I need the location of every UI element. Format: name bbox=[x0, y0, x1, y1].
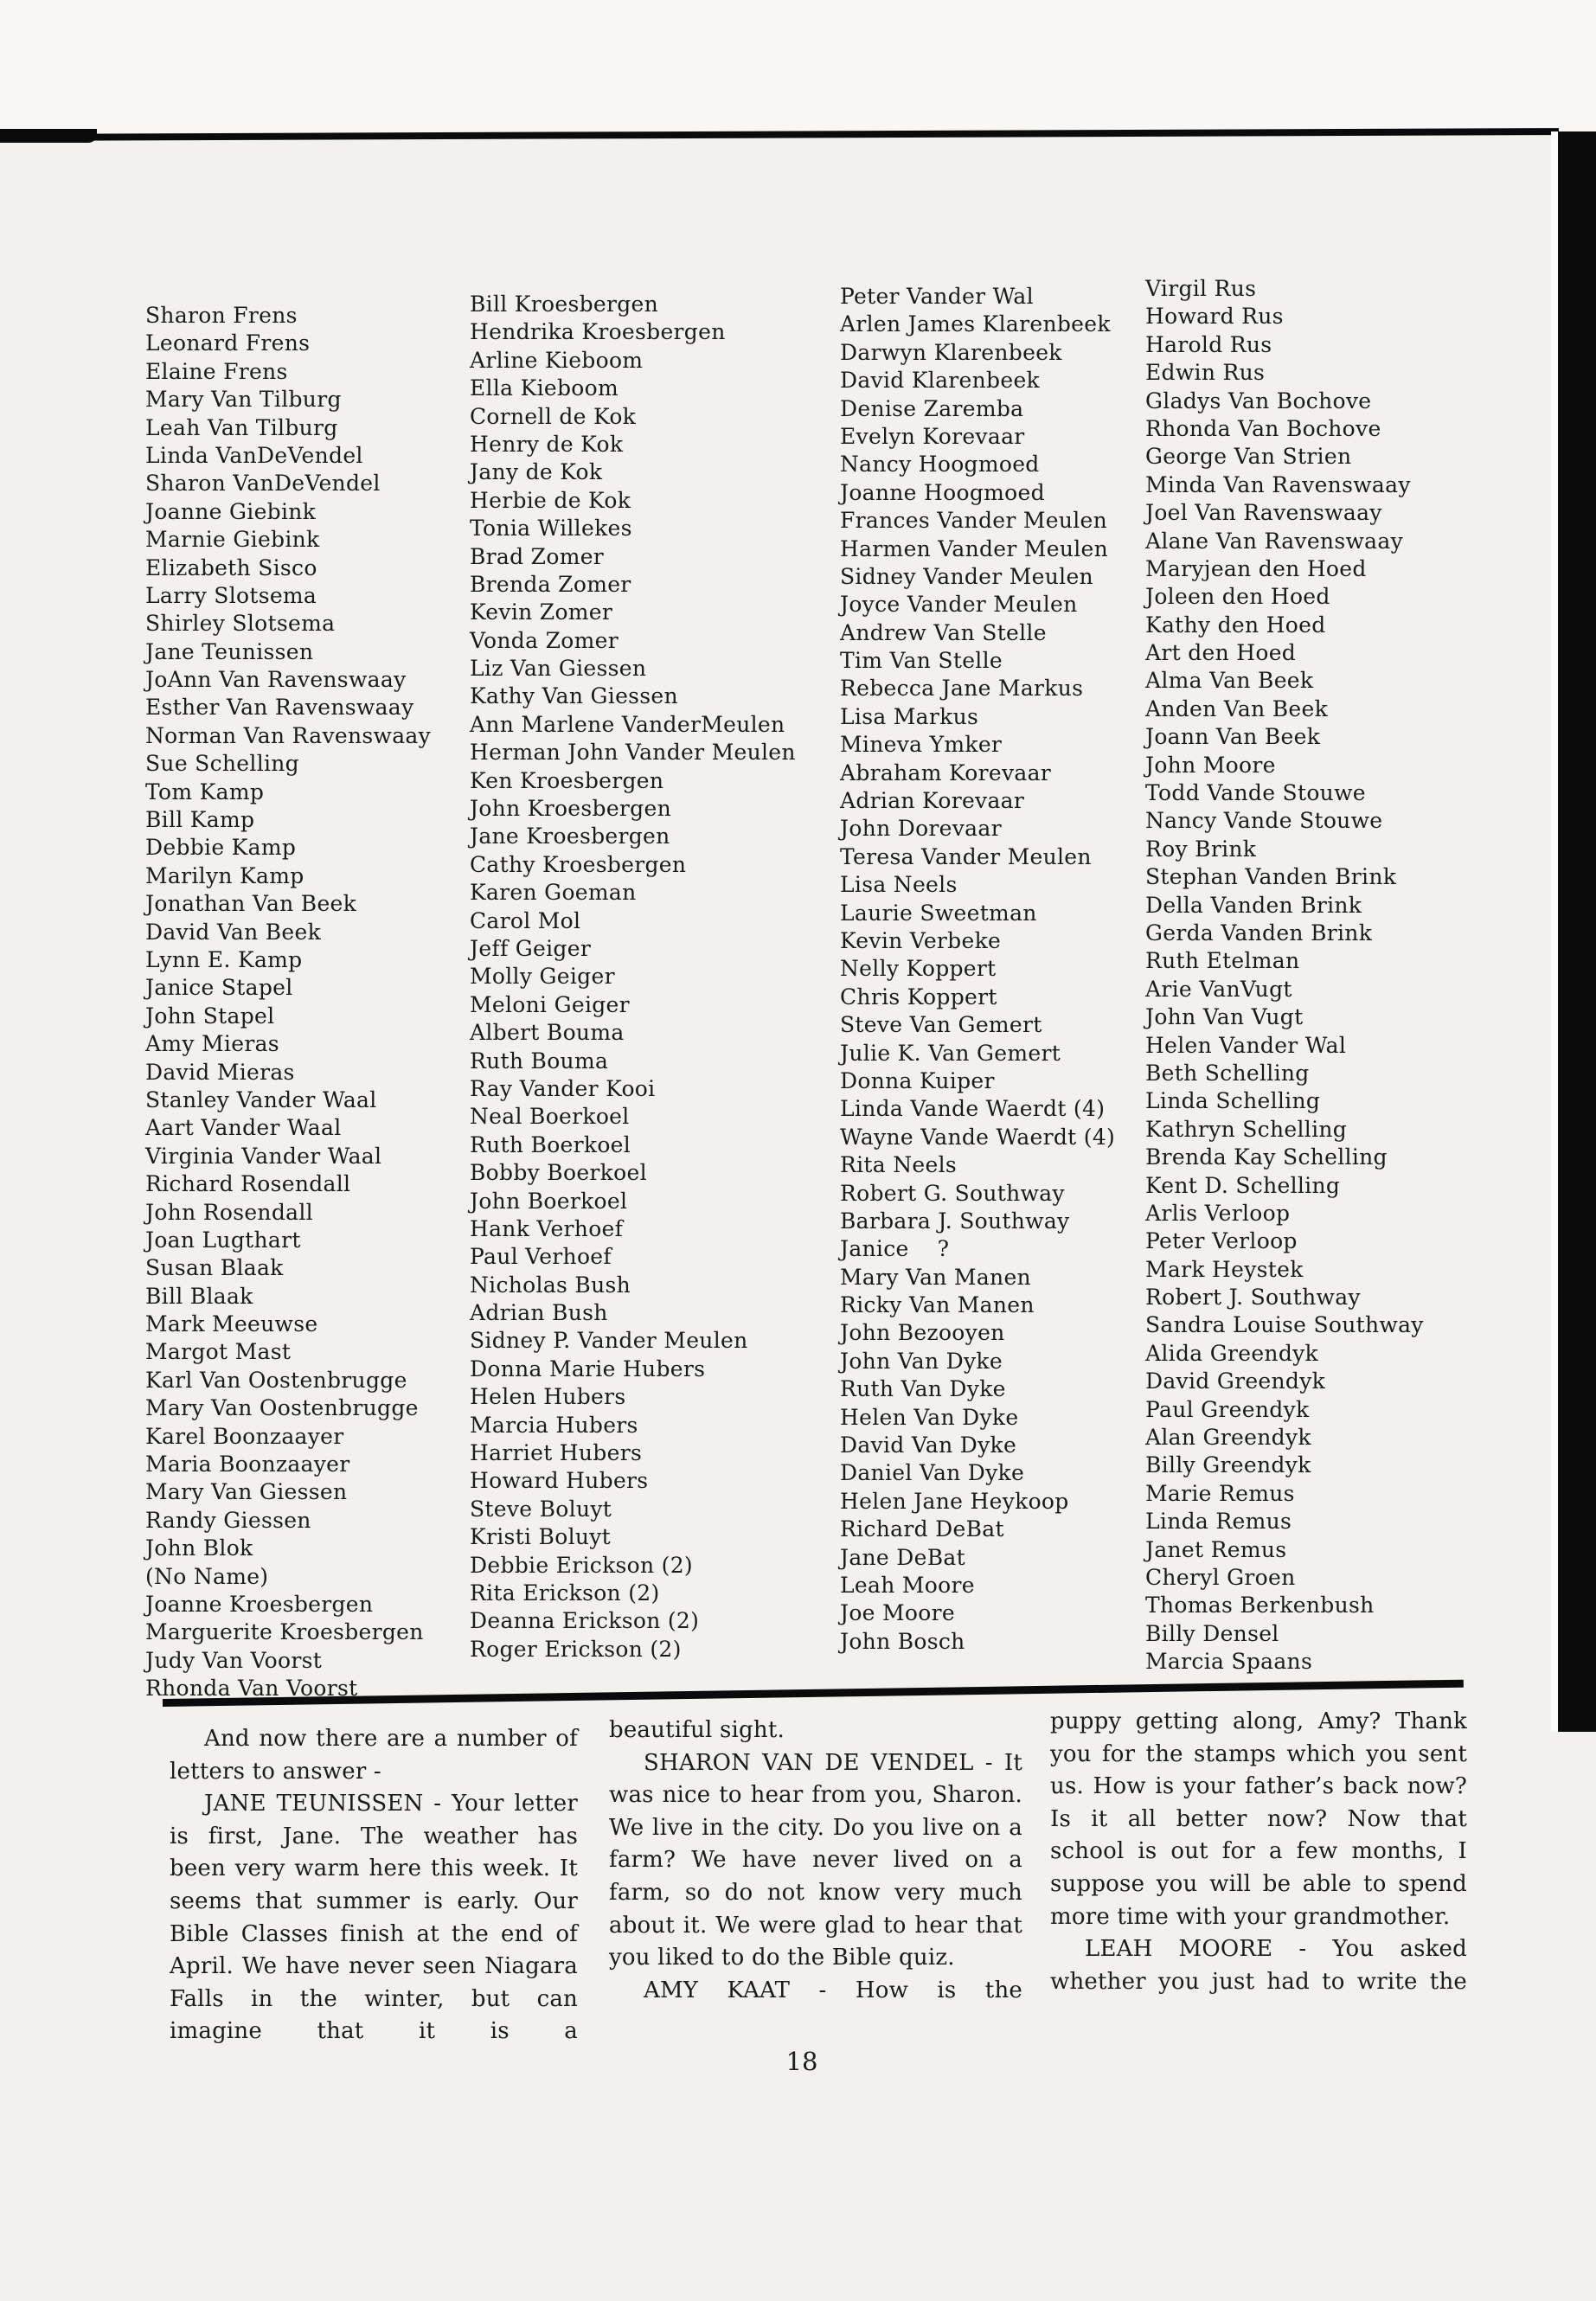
name-entry: Adrian Bush bbox=[470, 1300, 608, 1326]
name-entry: Mary Van Giessen bbox=[145, 1479, 348, 1505]
name-entry: Norman Van Ravenswaay bbox=[145, 722, 432, 748]
name-entry: Virginia Vander Waal bbox=[145, 1143, 382, 1169]
name-entry: Arline Kieboom bbox=[470, 347, 644, 373]
name-entry: Harriet Hubers bbox=[470, 1440, 643, 1466]
name-entry: Bill Blaak bbox=[145, 1283, 253, 1309]
name-entry: Harold Rus bbox=[1145, 331, 1272, 357]
name-entry: Larry Slotsema bbox=[145, 582, 317, 608]
name-entry: Bill Kamp bbox=[145, 807, 255, 833]
name-entry: Kevin Verbeke bbox=[840, 927, 1002, 953]
letter-paragraph: SHARON VAN DE VENDEL - It was nice to hear from you, Sharon. We live in the city. Do you live on a farm? We have never lived on a farm, so do not know very much about it. We were glad to hear that you liked to do the Bible quiz. bbox=[609, 1749, 1022, 1971]
letter-paragraph: LEAH MOORE - You asked whether you just had to write the bbox=[1050, 1936, 1467, 1995]
scanner-top-margin bbox=[0, 0, 1596, 135]
letter-paragraph: puppy getting along, Amy? Thank you for the stamps which you sent us. How is your father’s back now? Is it all better now? Now that school is out for a few months, I suppose you will be able to spend more time with your grandmother. bbox=[1050, 1708, 1467, 1930]
name-entry: Ella Kieboom bbox=[470, 375, 619, 401]
name-entry: John Van Dyke bbox=[840, 1348, 1003, 1374]
name-entry: Billy Densel bbox=[1145, 1620, 1279, 1646]
name-entry: Brenda Zomer bbox=[470, 571, 631, 597]
name-entry: Kent D. Schelling bbox=[1145, 1172, 1341, 1198]
name-entry: John Kroesbergen bbox=[470, 796, 671, 822]
name-entry: Henry de Kok bbox=[470, 431, 624, 457]
name-entry: Ruth Bouma bbox=[470, 1048, 609, 1074]
name-entry: Teresa Vander Meulen bbox=[840, 843, 1092, 869]
name-entry: Kristi Boluyt bbox=[470, 1524, 612, 1550]
name-entry: Denise Zaremba bbox=[840, 395, 1024, 421]
name-entry: David Van Dyke bbox=[840, 1433, 1017, 1458]
name-entry: Ray Vander Kooi bbox=[470, 1075, 656, 1101]
name-entry: Kathy den Hoed bbox=[1145, 612, 1326, 638]
name-entry: Liz Van Giessen bbox=[470, 656, 647, 682]
name-entry: Mark Heystek bbox=[1145, 1256, 1304, 1282]
name-entry: Rhonda Van Bochove bbox=[1145, 415, 1381, 441]
name-entry: Herman John Vander Meulen bbox=[470, 740, 796, 766]
name-entry: Gladys Van Bochove bbox=[1145, 388, 1372, 413]
name-entry: Steve Boluyt bbox=[470, 1496, 612, 1522]
name-entry: Elizabeth Sisco bbox=[145, 554, 317, 580]
name-entry: Arlen James Klarenbeek bbox=[840, 311, 1111, 337]
name-entry: Alane Van Ravenswaay bbox=[1145, 528, 1403, 554]
name-entry: John Blok bbox=[145, 1535, 253, 1561]
name-entry: Elaine Frens bbox=[145, 358, 288, 384]
name-entry: Alan Greendyk bbox=[1145, 1425, 1311, 1451]
name-entry: Vonda Zomer bbox=[470, 627, 619, 653]
name-entry: Marie Remus bbox=[1145, 1480, 1295, 1506]
name-entry: Minda Van Ravenswaay bbox=[1145, 471, 1411, 497]
scanner-right-black-band bbox=[1558, 131, 1596, 1732]
name-entry: Linda Vande Waerdt (4) bbox=[840, 1096, 1106, 1122]
name-entry: Randy Giessen bbox=[145, 1507, 311, 1533]
name-entry: Nancy Vande Stouwe bbox=[1145, 808, 1383, 834]
name-entry: Wayne Vande Waerdt (4) bbox=[840, 1124, 1116, 1150]
name-entry: John Moore bbox=[1145, 752, 1276, 778]
name-entry: Frances Vander Meulen bbox=[840, 508, 1108, 534]
name-entry: Roy Brink bbox=[1145, 836, 1257, 862]
letter-paragraph: JANE TEUNISSEN - Your letter is first, Jane. The weather has been very warm here this week. It seems that summer is early. Our Bible Classes finish at the end of April. We have never seen Niagara Falls in the winter, but can imagine that it is a bbox=[170, 1791, 578, 2045]
name-entry: Joe Moore bbox=[840, 1600, 955, 1626]
name-entry: George Van Strien bbox=[1145, 444, 1352, 470]
name-entry: Marcia Hubers bbox=[470, 1412, 638, 1438]
name-entry: Marnie Giebink bbox=[145, 527, 320, 553]
name-entry: Arlis Verloop bbox=[1145, 1200, 1291, 1226]
name-entry: John Van Vugt bbox=[1145, 1004, 1304, 1030]
name-entry: Bill Kroesbergen bbox=[470, 292, 659, 317]
name-entry: Tom Kamp bbox=[145, 779, 265, 804]
name-entry: Robert G. Southway bbox=[840, 1180, 1065, 1206]
name-entry: Rhonda Van Voorst bbox=[145, 1676, 358, 1702]
name-entry: Marguerite Kroesbergen bbox=[145, 1619, 424, 1645]
name-entry: Richard DeBat bbox=[840, 1516, 1004, 1542]
name-entry: Lynn E. Kamp bbox=[145, 946, 303, 972]
name-entry: Steve Van Gemert bbox=[840, 1012, 1042, 1038]
name-entry: Barbara J. Southway bbox=[840, 1208, 1070, 1234]
name-entry: Karel Boonzaayer bbox=[145, 1423, 344, 1449]
name-entry: Maria Boonzaayer bbox=[145, 1452, 350, 1477]
name-entry: Gerda Vanden Brink bbox=[1145, 920, 1373, 945]
name-entry: Herbie de Kok bbox=[470, 487, 631, 513]
letter-paragraph: AMY KAAT - How is the bbox=[644, 1977, 1022, 2003]
name-entry: Joleen den Hoed bbox=[1145, 584, 1330, 610]
name-entry: Esther Van Ravenswaay bbox=[145, 695, 414, 721]
name-entry: Beth Schelling bbox=[1145, 1060, 1310, 1086]
name-entry: Amy Mieras bbox=[145, 1031, 279, 1057]
name-entry: Abraham Korevaar bbox=[840, 760, 1052, 785]
name-entry: Harmen Vander Meulen bbox=[840, 535, 1109, 561]
name-entry: Helen Jane Heykoop bbox=[840, 1488, 1069, 1514]
letters-column-2 bbox=[609, 1715, 1022, 2007]
name-entry: Jany de Kok bbox=[470, 459, 603, 485]
name-entry: Ruth Etelman bbox=[1145, 948, 1300, 974]
name-entry: Brad Zomer bbox=[470, 543, 605, 569]
name-entry: Janice ? bbox=[840, 1236, 950, 1262]
name-entry: Nicholas Bush bbox=[470, 1272, 631, 1298]
names-column-4 bbox=[1145, 275, 1424, 1676]
name-entry: Roger Erickson (2) bbox=[470, 1636, 682, 1662]
name-entry: Helen Van Dyke bbox=[840, 1404, 1019, 1430]
name-entry: Joan Lugthart bbox=[145, 1227, 301, 1253]
name-entry: Linda Schelling bbox=[1145, 1088, 1321, 1114]
names-column-2 bbox=[470, 291, 796, 1663]
name-entry: Deanna Erickson (2) bbox=[470, 1608, 700, 1634]
name-entry: Kevin Zomer bbox=[470, 599, 613, 625]
name-entry: Hendrika Kroesbergen bbox=[470, 319, 726, 345]
name-entry: Darwyn Klarenbeek bbox=[840, 339, 1062, 365]
name-entry: Stephan Vanden Brink bbox=[1145, 864, 1397, 890]
name-entry: Joanne Kroesbergen bbox=[145, 1591, 374, 1617]
name-entry: Tonia Willekes bbox=[470, 516, 632, 542]
name-entry: Cheryl Groen bbox=[1145, 1564, 1296, 1590]
page-right-edge-gap bbox=[1551, 131, 1558, 1732]
name-entry: Linda Remus bbox=[1145, 1509, 1292, 1535]
name-entry: Thomas Berkenbush bbox=[1145, 1593, 1375, 1618]
name-entry: Laurie Sweetman bbox=[840, 900, 1037, 926]
name-entry: Marcia Spaans bbox=[1145, 1649, 1313, 1675]
name-entry: Sidney P. Vander Meulen bbox=[470, 1328, 748, 1354]
name-entry: Jeff Geiger bbox=[470, 935, 592, 961]
name-entry: Peter Vander Wal bbox=[840, 284, 1034, 309]
name-entry: John Bosch bbox=[840, 1628, 965, 1654]
name-entry: Joyce Vander Meulen bbox=[840, 592, 1078, 618]
name-entry: Ruth Van Dyke bbox=[840, 1376, 1006, 1402]
name-entry: Sidney Vander Meulen bbox=[840, 563, 1093, 589]
name-entry: Mary Van Tilburg bbox=[145, 387, 342, 413]
name-entry: Susan Blaak bbox=[145, 1255, 284, 1281]
name-entry: Stanley Vander Waal bbox=[145, 1086, 377, 1112]
name-entry: Richard Rosendall bbox=[145, 1171, 351, 1197]
name-entry: Judy Van Voorst bbox=[145, 1647, 323, 1673]
name-entry: Shirley Slotsema bbox=[145, 611, 336, 637]
name-entry: Evelyn Korevaar bbox=[840, 423, 1025, 449]
name-entry: Neal Boerkoel bbox=[470, 1104, 630, 1130]
name-entry: Debbie Erickson (2) bbox=[470, 1552, 693, 1578]
name-entry: Edwin Rus bbox=[1145, 360, 1266, 386]
name-entry: Lisa Neels bbox=[840, 872, 958, 898]
name-entry: Donna Kuiper bbox=[840, 1067, 995, 1093]
name-entry: Cathy Kroesbergen bbox=[470, 851, 687, 877]
name-entry: Linda VanDeVendel bbox=[145, 442, 363, 468]
name-entry: Leah Van Tilburg bbox=[145, 414, 338, 440]
name-entry: Karl Van Oostenbrugge bbox=[145, 1367, 407, 1393]
names-column-1 bbox=[145, 302, 431, 1703]
name-entry: Leah Moore bbox=[840, 1572, 975, 1598]
name-entry: Rita Erickson (2) bbox=[470, 1580, 660, 1606]
name-entry: Alma Van Beek bbox=[1145, 668, 1314, 694]
name-entry: Donna Marie Hubers bbox=[470, 1356, 706, 1381]
name-entry: Aart Vander Waal bbox=[145, 1115, 342, 1141]
name-entry: Meloni Geiger bbox=[470, 991, 630, 1017]
name-entry: Todd Vande Stouwe bbox=[1145, 780, 1366, 806]
name-entry: Sharon Frens bbox=[145, 303, 298, 328]
name-entry: Ken Kroesbergen bbox=[470, 767, 664, 793]
name-entry: Ann Marlene VanderMeulen bbox=[470, 711, 785, 737]
name-entry: Paul Verhoef bbox=[470, 1244, 612, 1270]
name-entry: Brenda Kay Schelling bbox=[1145, 1144, 1388, 1170]
name-entry: Sharon VanDeVendel bbox=[145, 471, 381, 497]
name-entry: Molly Geiger bbox=[470, 964, 615, 990]
name-entry: Maryjean den Hoed bbox=[1145, 555, 1367, 581]
name-entry: Debbie Kamp bbox=[145, 835, 297, 861]
name-entry: Howard Hubers bbox=[470, 1468, 649, 1494]
name-entry: Mary Van Oostenbrugge bbox=[145, 1395, 419, 1421]
name-entry: David Van Beek bbox=[145, 919, 322, 945]
name-entry: Carol Mol bbox=[470, 907, 581, 933]
name-entry: Leonard Frens bbox=[145, 330, 311, 356]
name-entry: Daniel Van Dyke bbox=[840, 1460, 1025, 1486]
name-entry: Sandra Louise Southway bbox=[1145, 1312, 1424, 1338]
name-entry: Nelly Koppert bbox=[840, 956, 997, 982]
letter-paragraph: beautiful sight. bbox=[609, 1717, 785, 1743]
name-entry: David Klarenbeek bbox=[840, 368, 1040, 394]
page-number: 18 bbox=[785, 2047, 818, 2076]
name-entry: (No Name) bbox=[145, 1563, 269, 1589]
letters-column-3 bbox=[1050, 1706, 1467, 1998]
name-entry: Mineva Ymker bbox=[840, 732, 1003, 758]
name-entry: Ruth Boerkoel bbox=[470, 1131, 631, 1157]
name-entry: John Dorevaar bbox=[840, 816, 1002, 842]
name-entry: Mary Van Manen bbox=[840, 1264, 1031, 1290]
name-entry: Billy Greendyk bbox=[1145, 1452, 1311, 1478]
name-entry: Jane DeBat bbox=[840, 1544, 965, 1570]
name-entry: Nancy Hoogmoed bbox=[840, 452, 1040, 478]
name-entry: Janice Stapel bbox=[145, 975, 293, 1001]
name-entry: Kathy Van Giessen bbox=[470, 683, 678, 709]
name-entry: Anden Van Beek bbox=[1145, 695, 1329, 721]
letter-paragraph: And now there are a number of letters to answer - bbox=[170, 1726, 578, 1785]
name-entry: Art den Hoed bbox=[1145, 640, 1297, 666]
name-entry: John Stapel bbox=[145, 1003, 275, 1029]
name-entry: Ricky Van Manen bbox=[840, 1292, 1035, 1318]
name-entry: David Greendyk bbox=[1145, 1368, 1326, 1394]
name-entry: Bobby Boerkoel bbox=[470, 1160, 647, 1186]
name-entry: Sue Schelling bbox=[145, 751, 299, 777]
name-entry: Virgil Rus bbox=[1145, 276, 1257, 301]
name-entry: Albert Bouma bbox=[470, 1020, 625, 1046]
name-entry: Peter Verloop bbox=[1145, 1228, 1298, 1254]
name-entry: Alida Greendyk bbox=[1145, 1340, 1318, 1366]
name-entry: John Bezooyen bbox=[840, 1320, 1005, 1346]
name-entry: Margot Mast bbox=[145, 1339, 292, 1365]
name-entry: Jonathan Van Beek bbox=[145, 891, 357, 917]
name-entry: Marilyn Kamp bbox=[145, 862, 304, 888]
letters-column-1 bbox=[170, 1723, 578, 2048]
name-entry: Janet Remus bbox=[1145, 1536, 1287, 1562]
name-entry: Della Vanden Brink bbox=[1145, 892, 1362, 918]
name-entry: Arie VanVugt bbox=[1145, 976, 1292, 1002]
name-entry: Andrew Van Stelle bbox=[840, 619, 1047, 645]
name-entry: Helen Hubers bbox=[470, 1384, 626, 1410]
name-entry: Hank Verhoef bbox=[470, 1215, 624, 1241]
names-column-3 bbox=[840, 283, 1115, 1656]
name-entry: Joanne Giebink bbox=[145, 498, 317, 524]
name-entry: Joann Van Beek bbox=[1145, 724, 1321, 750]
page-top-left-edge-blob bbox=[0, 129, 97, 143]
name-entry: Adrian Korevaar bbox=[840, 788, 1025, 814]
name-entry: Lisa Markus bbox=[840, 703, 979, 729]
name-entry: Cornell de Kok bbox=[470, 403, 637, 429]
name-entry: John Boerkoel bbox=[470, 1188, 628, 1214]
name-entry: Tim Van Stelle bbox=[840, 648, 1003, 674]
name-entry: Chris Koppert bbox=[840, 984, 997, 1009]
name-entry: Rita Neels bbox=[840, 1152, 958, 1178]
name-entry: Rebecca Jane Markus bbox=[840, 676, 1084, 702]
name-entry: Julie K. Van Gemert bbox=[840, 1040, 1061, 1066]
name-entry: Robert J. Southway bbox=[1145, 1285, 1361, 1311]
name-entry: Jane Teunissen bbox=[145, 638, 314, 664]
name-entry: Howard Rus bbox=[1145, 304, 1284, 330]
name-entry: Paul Greendyk bbox=[1145, 1396, 1310, 1422]
name-entry: David Mieras bbox=[145, 1059, 295, 1085]
name-entry: Karen Goeman bbox=[470, 880, 637, 906]
name-entry: Jane Kroesbergen bbox=[470, 824, 670, 849]
name-entry: Joanne Hoogmoed bbox=[840, 479, 1045, 505]
name-entry: JoAnn Van Ravenswaay bbox=[145, 667, 407, 693]
name-entry: Mark Meeuwse bbox=[145, 1311, 318, 1337]
name-entry: Kathryn Schelling bbox=[1145, 1116, 1348, 1142]
name-entry: Joel Van Ravenswaay bbox=[1145, 500, 1382, 526]
name-entry: John Rosendall bbox=[145, 1199, 313, 1225]
name-entry: Helen Vander Wal bbox=[1145, 1032, 1347, 1058]
